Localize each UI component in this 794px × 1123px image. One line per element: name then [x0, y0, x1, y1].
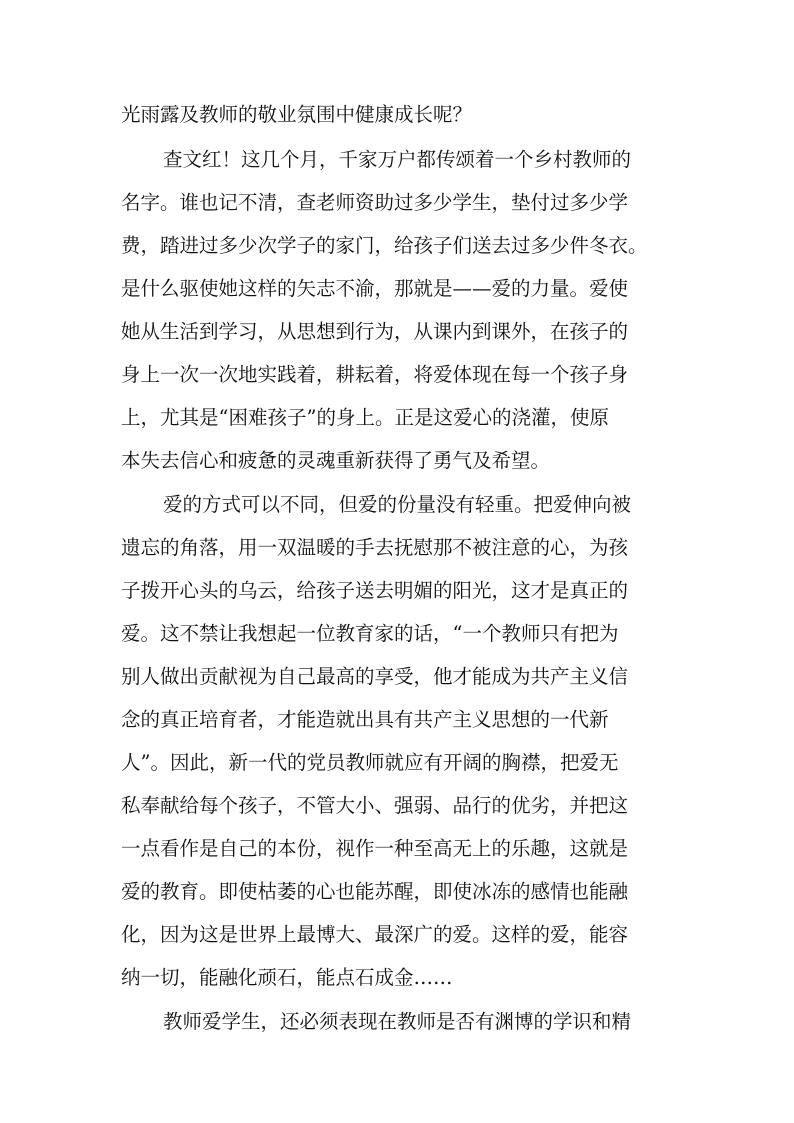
text-line: 私奉献给每个孩子，不管大小、强弱、品行的优劣，并把这 — [121, 794, 629, 817]
text-line: 爱。这不禁让我想起一位教育家的话，“一个教师只有把为 — [121, 622, 619, 645]
text-line: 化，因为这是世界上最博大、最深广的爱。这样的爱，能容 — [121, 923, 629, 946]
text-line: 爱的教育。即使枯萎的心也能苏醒，即使冰冻的感情也能融 — [121, 880, 629, 903]
text-line: 遗忘的角落，用一双温暖的手去抚慰那不被注意的心，为孩 — [121, 536, 629, 559]
paragraph-first-line: 查文红！这几个月，千家万户都传颂着一个乡村教师的 — [163, 148, 632, 171]
text-line: 本失去信心和疲惫的灵魂重新获得了勇气及希望。 — [121, 449, 551, 472]
paragraph-first-line: 教师爱学生，还必须表现在教师是否有渊博的学识和精 — [163, 1010, 632, 1033]
text-line: 名字。谁也记不清，查老师资助过多少学生，垫付过多少学 — [121, 191, 629, 214]
text-line: 念的真正培育者，才能造就出具有共产主义思想的一代新 — [121, 708, 609, 731]
text-line: 她从生活到学习，从思想到行为，从课内到课外，在孩子的 — [121, 320, 629, 343]
text-line: 上，尤其是“困难孩子”的身上。正是这爱心的浇灌，使原 — [121, 406, 609, 429]
text-line: 纳一切，能融化顽石，能点石成金…… — [121, 966, 453, 989]
text-line: 是什么驱使她这样的矢志不渝，那就是——爱的力量。爱使 — [121, 277, 629, 300]
text-line: 光雨露及教师的敬业氛围中健康成长呢？ — [121, 103, 473, 126]
text-line: 子拨开心头的乌云，给孩子送去明媚的阳光，这才是真正的 — [121, 579, 629, 602]
text-line: 身上一次一次地实践着，耕耘着，将爱体现在每一个孩子身 — [121, 363, 629, 386]
text-line: 人”。因此，新一代的党员教师就应有开阔的胸襟，把爱无 — [121, 751, 619, 774]
paragraph-first-line: 爱的方式可以不同，但爱的份量没有轻重。把爱伸向被 — [163, 493, 632, 516]
text-line: 费，踏进过多少次学子的家门，给孩子们送去过多少件冬衣。 — [121, 234, 648, 257]
text-line: 别人做出贡献视为自己最高的享受，他才能成为共产主义信 — [121, 665, 629, 688]
text-line: 一点看作是自己的本份，视作一种至高无上的乐趣，这就是 — [121, 837, 629, 860]
